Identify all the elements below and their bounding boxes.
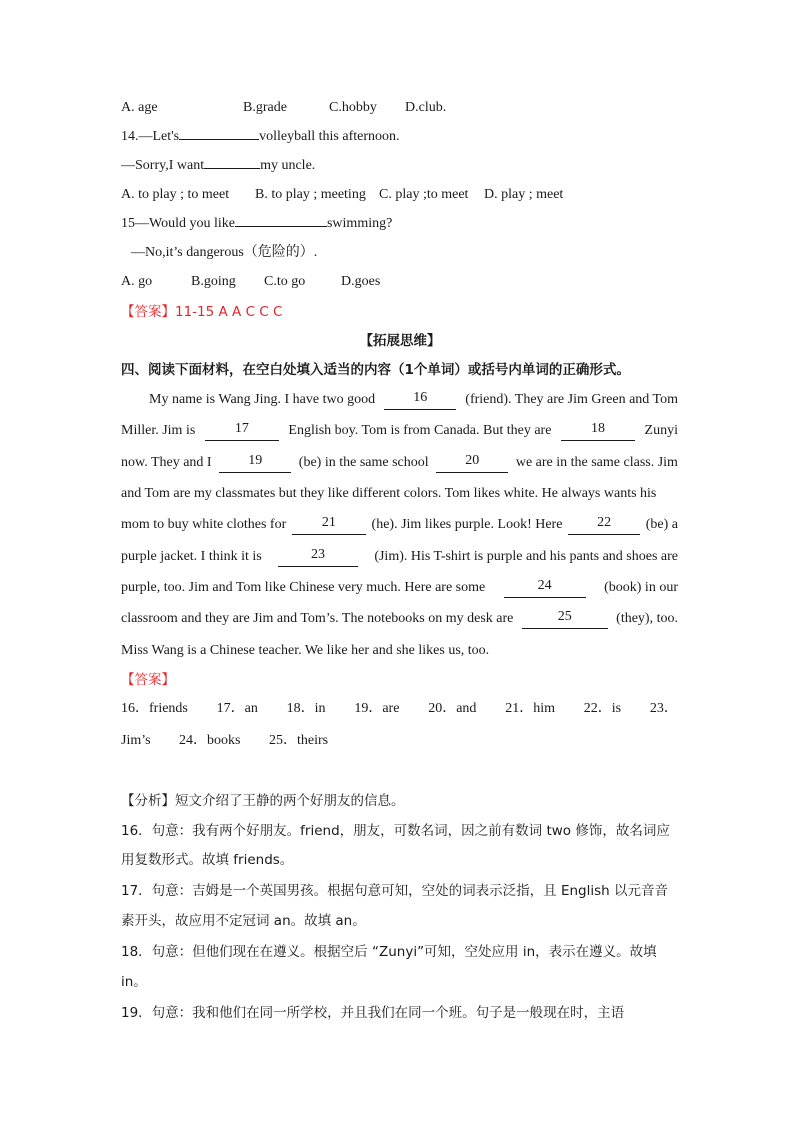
analysis-18-line-2: in。	[121, 974, 147, 990]
passage-line-9	[121, 641, 678, 661]
q15-stem-pre: 15—Would you like	[121, 216, 235, 231]
passage-text: and Tom are my classmates but they like different colors. Tom likes white. He always wants his	[121, 486, 657, 501]
passage-line-8	[121, 609, 678, 629]
passage-text: English boy. Tom is from Canada. But they are	[288, 423, 552, 438]
option: C. play ;to meet	[379, 187, 469, 202]
answer-item: 16．friends	[121, 701, 188, 716]
analysis-17-line-2: 素开头，故应用不定冠词 an。故填 an。	[121, 913, 366, 929]
passage-text: we are in the same class. Jim	[515, 455, 678, 470]
section-title: 【拓展思维】	[359, 333, 441, 349]
passage-text: (Jim). His T-shirt is purple and his pants and shoes are	[374, 549, 678, 564]
analysis-17-line-1: 17．句意：吉姆是一个英国男孩。根据句意可知，空处的词表示泛指，且 English 以元音音	[121, 883, 669, 899]
passage-line-2	[121, 421, 678, 441]
passage-text: Miller. Jim is	[121, 423, 196, 438]
passage-text: classroom and they are Jim and Tom’s. The notebooks on my desk are	[121, 611, 514, 626]
option: C.to go	[264, 274, 306, 289]
q14-stem-post: volleyball this afternoon.	[259, 129, 400, 144]
q14-reply-post: my uncle.	[260, 158, 316, 173]
blank-25: 25	[522, 609, 608, 629]
passage-line-4	[121, 484, 678, 504]
analysis-16-line-1: 16．句意：我有两个好朋友。friend，朋友，可数名词，因之前有数词 two 修饰，故名词应	[121, 823, 670, 839]
blank-17: 17	[205, 421, 279, 441]
passage-text: Zunyi	[644, 423, 678, 438]
analysis-19-line-1: 19．句意：我和他们在同一所学校，并且我们在同一个班。句子是一般现在时，主语	[121, 1005, 625, 1021]
passage-text: My name is Wang Jing. I have two good	[149, 392, 376, 407]
analysis-18-line-1: 18．句意：但他们现在在遵义。根据空后 “Zunyi”可知，空处应用 in，表示在遵义。故填	[121, 944, 657, 960]
option: A. age	[121, 100, 158, 115]
q14-blank-1	[179, 139, 259, 140]
q14-blank-2	[204, 168, 260, 169]
passage-line-3	[121, 453, 678, 473]
option: C.hobby	[329, 100, 377, 115]
option: B.going	[191, 274, 236, 289]
q15-stem-post: swimming?	[326, 216, 393, 231]
instruction: 四、阅读下面材料，在空白处填入适当的内容（1个单词）或括号内单词的正确形式。	[121, 362, 630, 378]
passage-line-1	[149, 390, 678, 410]
q14-stem-pre: 14.—Let's	[121, 129, 180, 144]
passage-text: mom to buy white clothes for	[121, 517, 287, 532]
blank-20: 20	[436, 453, 508, 473]
passage-text: (they), too.	[616, 611, 678, 626]
answers-row-1	[121, 699, 678, 719]
answer-item: 20．and	[428, 701, 477, 716]
blank-16: 16	[384, 390, 456, 410]
blank-21: 21	[292, 515, 366, 535]
answer-item: 17．an	[216, 701, 258, 716]
answer-item: Jim’s	[121, 733, 151, 748]
passage-line-6	[121, 547, 678, 567]
passage-text: purple jacket. I think it is	[121, 549, 262, 564]
answer-item: 18．in	[286, 701, 326, 716]
passage-text: (book) in our	[604, 580, 678, 595]
option: A. to play ; to meet	[121, 187, 230, 202]
option: D.club.	[405, 100, 447, 115]
option: D. play ; meet	[484, 187, 564, 202]
option: B.grade	[243, 100, 287, 115]
passage-text: purple, too. Jim and Tom like Chinese very much. Here are some	[121, 580, 486, 595]
answer-label: 【答案】	[121, 672, 175, 688]
passage-text: now. They and I	[121, 455, 212, 470]
passage-line-7	[121, 578, 678, 598]
option: B. to play ; meeting	[255, 187, 366, 202]
answer-item: 25．theirs	[269, 733, 329, 748]
q14-stem	[121, 127, 678, 147]
q14-reply-pre: —Sorry,I want	[121, 158, 205, 173]
blank-18: 18	[561, 421, 635, 441]
q15-blank	[235, 226, 327, 227]
analysis-title: 【分析】短文介绍了王静的两个好朋友的信息。	[121, 793, 405, 809]
answer-11-15: 【答案】11-15 A A C C C	[121, 304, 283, 320]
answer-item: 21．him	[505, 701, 555, 716]
answer-item: 24．books	[179, 733, 241, 748]
q15-reply: —No,it’s dangerous（危险的）.	[131, 245, 318, 260]
q15-stem	[121, 214, 678, 234]
passage-text: (be) a	[645, 517, 678, 532]
blank-23: 23	[278, 547, 358, 567]
blank-19: 19	[219, 453, 291, 473]
q14-reply	[121, 156, 678, 176]
answer-item: 19．are	[354, 701, 400, 716]
passage-text: Miss Wang is a Chinese teacher. We like her and she likes us, too.	[121, 643, 490, 658]
option: A. go	[121, 274, 153, 289]
passage-text: (be) in the same school	[298, 455, 429, 470]
passage-text: (friend). They are Jim Green and Tom	[465, 392, 678, 407]
blank-22: 22	[568, 515, 640, 535]
passage-line-5	[121, 515, 678, 535]
answer-item: 23．	[649, 701, 678, 716]
answer-item: 22．is	[583, 701, 622, 716]
option: D.goes	[341, 274, 381, 289]
passage-text: (he). Jim likes purple. Look! Here	[371, 517, 563, 532]
blank-24: 24	[504, 578, 586, 598]
analysis-16-line-2: 用复数形式。故填 friends。	[121, 852, 294, 868]
